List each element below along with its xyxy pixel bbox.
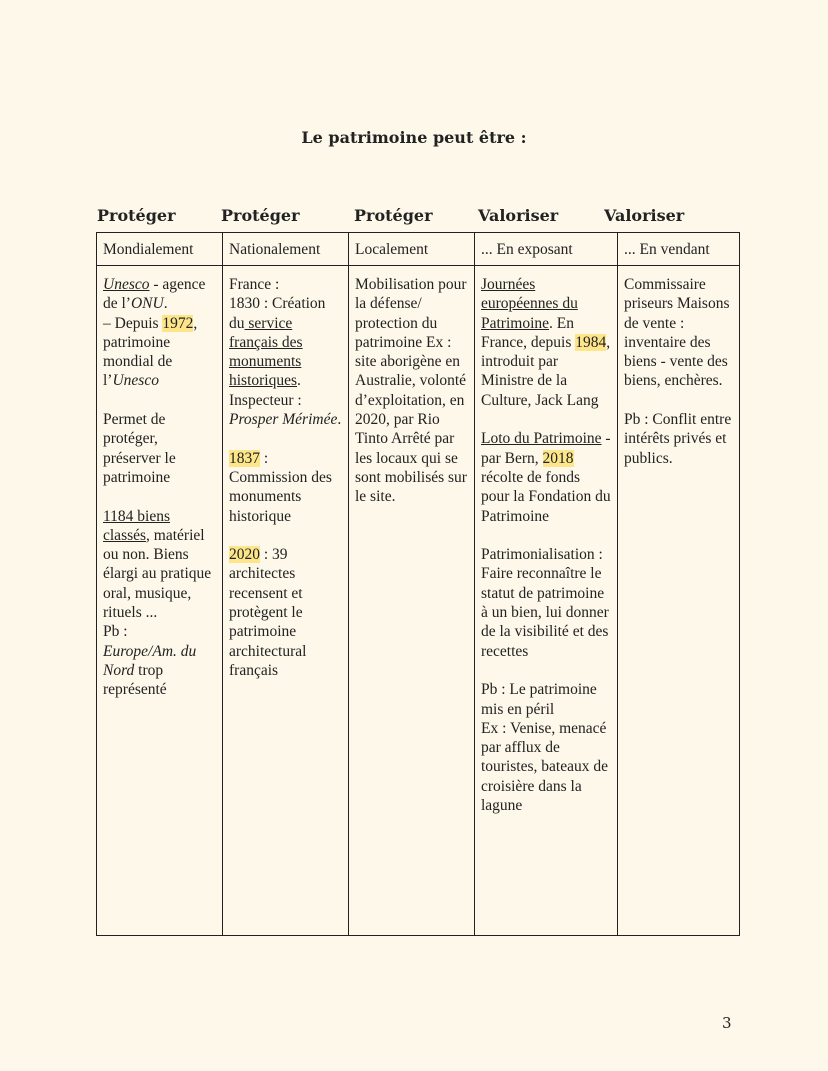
patrimonialisation-paragraph: Patrimonialisation : Faire reconnaître le statut de patrimoine à un bien, lui donner de la visibilité et des recettes [481, 546, 609, 660]
text: - par Bern, [481, 430, 611, 467]
cell-mondialement [97, 266, 223, 936]
biens-classes-term: 1184 biens classés [103, 507, 171, 544]
peril-paragraph: Pb : Le patrimoine mis en péril [481, 681, 597, 718]
commissaire-paragraph: Commissaire priseurs Maisons de vente : inventaire des biens - vente des biens, enchères. [624, 276, 730, 390]
architectes-paragraph [229, 545, 342, 680]
text: . [297, 372, 301, 390]
text: 1830 : Création du [229, 295, 326, 332]
text: : Commission des monuments historique [229, 449, 332, 525]
page-number: 3 [722, 1014, 732, 1032]
highlight-1972: 1972 [162, 314, 194, 332]
header-proteger-1: Protéger [97, 206, 176, 225]
journees-paragraph [481, 275, 611, 410]
header-proteger-2: Protéger [221, 206, 300, 225]
unesco-term-2: Unesco [112, 372, 159, 390]
cell-en-exposant [475, 266, 618, 936]
commission-paragraph [229, 449, 342, 526]
text: : 39 architectes recensent et protègent le patrimoine architectural français [229, 546, 307, 679]
subheader-localement: Localement [349, 233, 475, 266]
unesco-paragraph [103, 275, 216, 314]
subheader-en-vendant: ... En vendant [618, 233, 740, 266]
france-label: France : [229, 276, 280, 293]
permet-paragraph: Permet de protéger, préserver le patrimoine [103, 411, 176, 486]
inspecteur-label: Inspecteur : [229, 391, 302, 409]
header-proteger-3: Protéger [354, 206, 433, 225]
onu-term: ONU [130, 295, 164, 313]
journees-term: Journées européennes du Patrimoine [481, 276, 578, 332]
biens-paragraph [103, 507, 216, 623]
subheader-en-exposant: ... En exposant [475, 233, 618, 266]
cell-en-vendant [618, 266, 740, 936]
service-term: service français des monuments historiques [229, 314, 303, 390]
cell-nationalement [223, 266, 349, 936]
highlight-1984: 1984 [575, 333, 607, 351]
table-body-row [97, 266, 740, 936]
highlight-2018: 2018 [542, 449, 574, 467]
prosper-paragraph [229, 410, 342, 429]
text: . [337, 411, 342, 429]
conflit-paragraph: Pb : Conflit entre intérêts privés et publics. [624, 411, 732, 467]
table-subheader-row [97, 233, 740, 266]
text: , matériel ou non. Biens élargi au pratique oral, musique, rituels ... [103, 526, 212, 622]
header-valoriser-1: Valoriser [478, 206, 559, 225]
localement-paragraph: Mobilisation pour la défense/ protection du patrimoine Ex : site aborigène en Australie, volonté d’exploitation, en 2020, par Rio Tinto Arrêté par les locaux qui se sont mobilisés sur le site. [355, 276, 467, 506]
highlight-1837: 1837 [229, 449, 260, 467]
text: trop représenté [103, 661, 167, 699]
heritage-table [96, 232, 740, 936]
subheader-nationalement: Nationalement [223, 233, 349, 266]
text: . [163, 295, 168, 313]
depuis-paragraph [103, 314, 216, 391]
unesco-term: Unesco [103, 276, 150, 293]
pb-label: Pb : [103, 623, 128, 641]
subheader-mondialement: Mondialement [97, 233, 223, 266]
cell-localement [349, 266, 475, 936]
text: - agence de l’ [103, 276, 206, 313]
prosper-term: Prosper Mérimée [229, 411, 338, 429]
header-valoriser-2: Valoriser [604, 206, 685, 225]
text: – Depuis [103, 314, 163, 332]
text: , introduit par Ministre de la Culture, Jack Lang [481, 333, 611, 409]
pb-paragraph [103, 642, 216, 700]
venise-paragraph: Ex : Venise, menacé par afflux de touristes, bateaux de croisière dans la lagune [481, 719, 608, 815]
creation-paragraph [229, 294, 342, 390]
column-headers [97, 206, 757, 228]
highlight-2020: 2020 [229, 546, 260, 564]
europe-term: Europe/Am. du Nord [103, 642, 197, 679]
loto-paragraph [481, 429, 611, 525]
page-title: Le patrimoine peut être : [301, 128, 527, 147]
text: récolte de fonds pour la Fondation du Patrimoine [481, 468, 611, 525]
text: . En France, depuis [481, 314, 576, 351]
loto-term: Loto du Patrimoine [481, 430, 602, 448]
text: , patrimoine mondial de l’ [103, 314, 198, 390]
